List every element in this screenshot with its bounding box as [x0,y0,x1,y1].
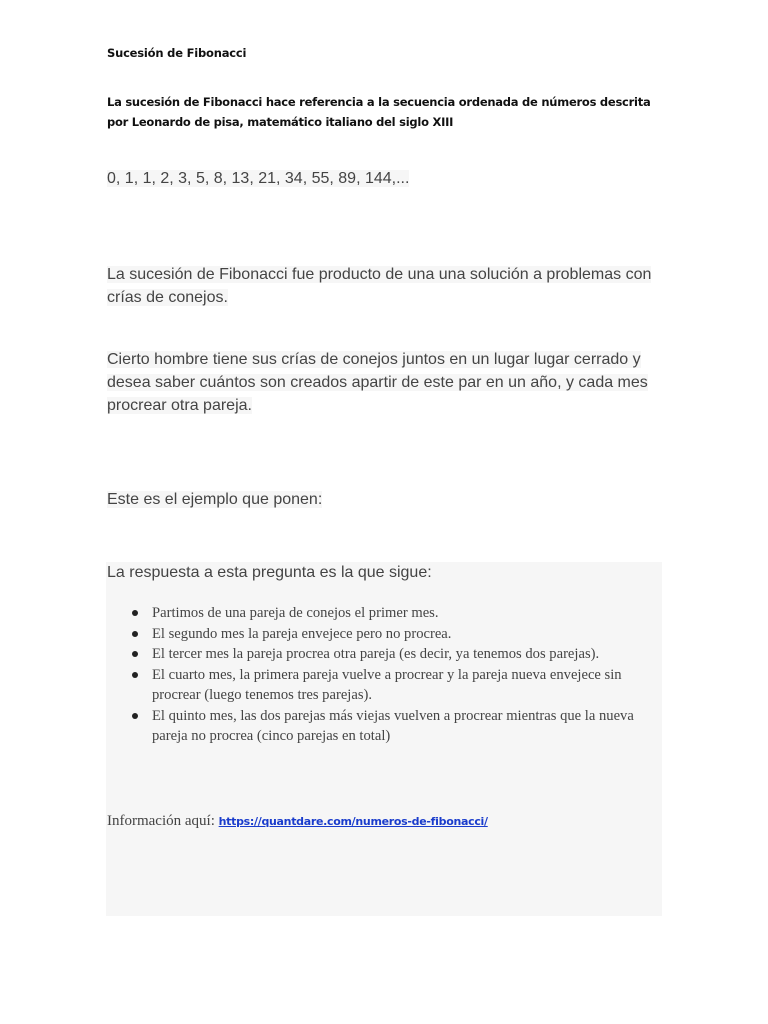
steps-list [131,603,672,747]
info-line [107,810,488,833]
fibonacci-sequence-text: 0, 1, 1, 2, 3, 5, 8, 13, 21, 34, 55, 89, 144,... [107,170,410,187]
list-item: El quinto mes, las dos parejas más viejas vuelven a procrear mientras que la nueva pareja no procrea (cinco parejas en total) [152,706,672,747]
example-paragraph-text: Este es el ejemplo que ponen: [107,491,323,508]
document-title: Sucesión de Fibonacci [107,46,247,60]
problem-paragraph [107,348,667,417]
fibonacci-sequence [107,167,409,190]
info-link[interactable]: https://quantdare.com/numeros-de-fibonacci/ [218,815,488,828]
example-paragraph [107,488,322,511]
list-item: El segundo mes la pareja envejece pero no procrea. [152,624,672,645]
list-item: El tercer mes la pareja procrea otra pareja (es decir, ya tenemos dos parejas). [152,644,672,665]
list-item: El cuarto mes, la primera pareja vuelve a procrear y la pareja nueva envejece sin procrear (luego tenemos tres parejas). [152,665,672,706]
problem-paragraph-text: Cierto hombre tiene sus crías de conejos juntos en un lugar lugar cerrado y desea saber cuántos son creados apartir de este par en un año, y cada mes procrear otra pareja. [107,351,648,414]
info-label: Información aquí: [107,813,219,829]
answer-block-notch [106,770,129,916]
origin-paragraph-text: La sucesión de Fibonacci fue producto de una una solución a problemas con crías de conejos. [107,266,652,306]
origin-paragraph [107,263,667,309]
intro-paragraph: La sucesión de Fibonacci hace referencia a la secuencia ordenada de números descrita por Leonardo de pisa, matemático italiano del siglo XIII [107,95,651,129]
answer-lead: La respuesta a esta pregunta es la que sigue: [107,564,432,581]
list-item: Partimos de una pareja de conejos el primer mes. [152,603,672,624]
